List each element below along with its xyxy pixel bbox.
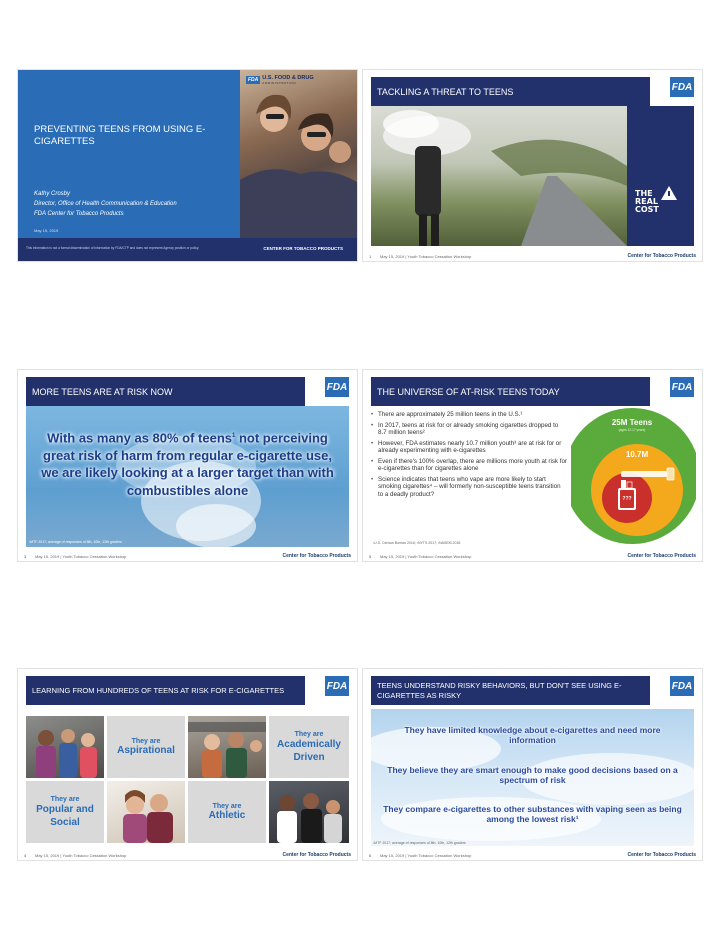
slide-1[interactable]	[18, 70, 357, 261]
bullet-item: • There are approximately 25 million teens in the U.S.¹	[371, 411, 567, 419]
unknown-label: ???	[622, 496, 632, 502]
tile-pre: They are	[50, 795, 80, 803]
teens-count-label: 25M Teens	[611, 418, 653, 427]
warning-triangle-icon	[661, 186, 677, 200]
slide-title: TACKLING A THREAT TO TEENS	[377, 86, 514, 97]
slide-4[interactable]	[363, 370, 702, 561]
footer-ctp: Center for Tobacco Products	[627, 253, 696, 259]
footer-date: May 15, 2019 | Youth Tobacco Cessation Workshop	[380, 853, 472, 858]
slide-number: 1	[369, 254, 372, 259]
footnote: ¹U.S. Census Bureau 2016; ²NYTS 2017; ³NASEM 2018	[373, 541, 461, 545]
slide-number: 3	[24, 554, 27, 559]
smoke-road-photo	[371, 106, 627, 246]
teens-photo-4	[269, 781, 349, 843]
real-cost-line3: COST	[635, 205, 659, 214]
presenter-role: Director, Office of Health Communication & Education	[34, 201, 177, 207]
slide-5[interactable]	[18, 669, 357, 860]
presenter-name: Kathy Crosby	[34, 191, 71, 197]
footer-date: May 15, 2019 | Youth Tobacco Cessation Workshop	[35, 554, 127, 559]
quote-part-b: not perceiving great risk of harm from regular e-cigarette use, we are likely looking at a larger target than with combustibles alone	[41, 430, 334, 498]
real-cost-line1: THE	[635, 189, 653, 198]
footnote: ¹MTF 2017; average of responses of 8th, 10th, 12th graders	[29, 540, 122, 544]
disclaimer-text: This information is not a formal dissemination of information by FDA/CTP and does not represent Agency position or policy.	[26, 246, 200, 250]
slide-footer	[363, 250, 702, 261]
footer-ctp: Center for Tobacco Products	[627, 553, 696, 559]
fda-logo: FDA	[248, 77, 259, 83]
slide-footer	[18, 550, 357, 561]
slide-header	[371, 676, 650, 705]
tile-pre: They are	[294, 730, 324, 738]
slide-header	[26, 676, 305, 705]
fda-brand-line1: U.S. FOOD & DRUG	[262, 75, 314, 81]
fda-brand	[246, 75, 314, 85]
teens-age-label: (ages 12-17 years)	[618, 428, 646, 432]
bullet-item: • Science indicates that teens who vape are more likely to start smoking cigarettes⁴ – will formerly non-susceptible teens transition to a deadly product?	[371, 476, 567, 499]
fda-logo: FDA	[325, 676, 349, 696]
teens-photo-1	[26, 716, 104, 778]
slide-2[interactable]	[363, 70, 702, 261]
slide-footer	[363, 550, 702, 561]
vapor-photo	[26, 406, 349, 547]
fda-logo: FDA	[670, 676, 694, 696]
slide-title: MORE TEENS ARE AT RISK NOW	[32, 386, 173, 397]
slide-title: PREVENTING TEENS FROM USING E-CIGARETTES	[34, 124, 206, 147]
footer-ctp: Center for Tobacco Products	[282, 852, 351, 858]
tile-aspirational	[107, 716, 185, 778]
tile-main: Popular and Social	[36, 803, 94, 828]
footer-ctp: Center for Tobacco Products	[627, 852, 696, 858]
slide-number: 4	[24, 853, 27, 858]
quote-text	[36, 428, 339, 499]
bullet-list	[371, 411, 567, 501]
slide-title: LEARNING FROM HUNDREDS OF TEENS AT RISK FOR E-CIGARETTES	[32, 686, 285, 695]
tile-pre: They are	[212, 803, 242, 810]
slide-header	[371, 377, 650, 406]
teens-photo-2	[188, 716, 266, 778]
slide-number: 5	[369, 554, 372, 559]
footer-date: May 15, 2019 | Youth Tobacco Cessation Workshop	[380, 254, 472, 259]
bullet-item: • In 2017, teens at risk for or already smoking cigarettes dropped to 8.7 million teens²	[371, 422, 567, 437]
real-cost-panel	[627, 106, 694, 246]
slide-3[interactable]	[18, 370, 357, 561]
ctp-label: CENTER FOR TOBACCO PRODUCTS	[263, 246, 343, 251]
tile-popular-social	[26, 781, 104, 843]
slide-date: May 15, 2019	[34, 228, 59, 233]
slide-6[interactable]	[363, 669, 702, 860]
bullet-item: • However, FDA estimates nearly 10.7 million youth³ are at risk for or already experimenting with e-cigarettes	[371, 440, 567, 455]
fda-logo: FDA	[670, 377, 694, 397]
real-cost-logo	[635, 190, 659, 214]
tile-academically-driven	[269, 716, 349, 778]
fda-brand-line2: ADMINISTRATION	[262, 81, 297, 85]
slide-number: 6	[369, 853, 372, 858]
teens-photo-3	[107, 781, 185, 843]
quote-part-a: With as many as 80% of teens	[47, 430, 233, 446]
tile-main: Academically Driven	[277, 738, 341, 763]
slide-footer	[363, 849, 702, 860]
footer-date: May 15, 2019 | Youth Tobacco Cessation Workshop	[380, 554, 472, 559]
tile-pre: They are	[131, 738, 161, 745]
teens-photo	[240, 70, 357, 238]
slide-header	[26, 377, 305, 406]
disclaimer-bar	[18, 238, 357, 261]
bullet-item: • Even if there's 100% overlap, there are millions more youth at risk for e-cigarettes than for cigarettes alone	[371, 458, 567, 473]
slide-header	[371, 77, 650, 106]
tile-athletic	[188, 781, 266, 843]
teens-universe-diagram	[571, 406, 696, 546]
slide-title: THE UNIVERSE OF AT-RISK TEENS TODAY	[377, 386, 560, 397]
slide-title: TEENS UNDERSTAND RISKY BEHAVIORS, BUT DON'T SEE USING E-CIGARETTES AS RISKY	[377, 681, 622, 700]
footer-date: May 15, 2019 | Youth Tobacco Cessation Workshop	[35, 853, 127, 858]
quote-footnote-mark: 1	[232, 433, 236, 439]
tile-main: Athletic	[208, 810, 246, 821]
ecig-count-label: 10.7M	[625, 450, 649, 459]
fda-logo: FDA	[670, 77, 694, 97]
finding-1: They have limited knowledge about e-cigarettes and need more information	[404, 725, 661, 745]
footnote: ¹MTF 2017; average of responses of 8th, 10th, 12th graders	[373, 841, 466, 845]
footer-ctp: Center for Tobacco Products	[282, 553, 351, 559]
presenter-org: FDA Center for Tobacco Products	[34, 211, 124, 217]
real-cost-line2: REAL	[635, 197, 658, 206]
finding-2: They believe they are smart enough to make good decisions based on a spectrum of risk	[387, 765, 678, 785]
fda-logo: FDA	[325, 377, 349, 397]
tile-main: Aspirational	[117, 745, 175, 756]
slide-footer	[18, 849, 357, 860]
finding-3: They compare e-cigarettes to other substances with vaping seen as being among the lowest risk¹	[383, 804, 682, 824]
